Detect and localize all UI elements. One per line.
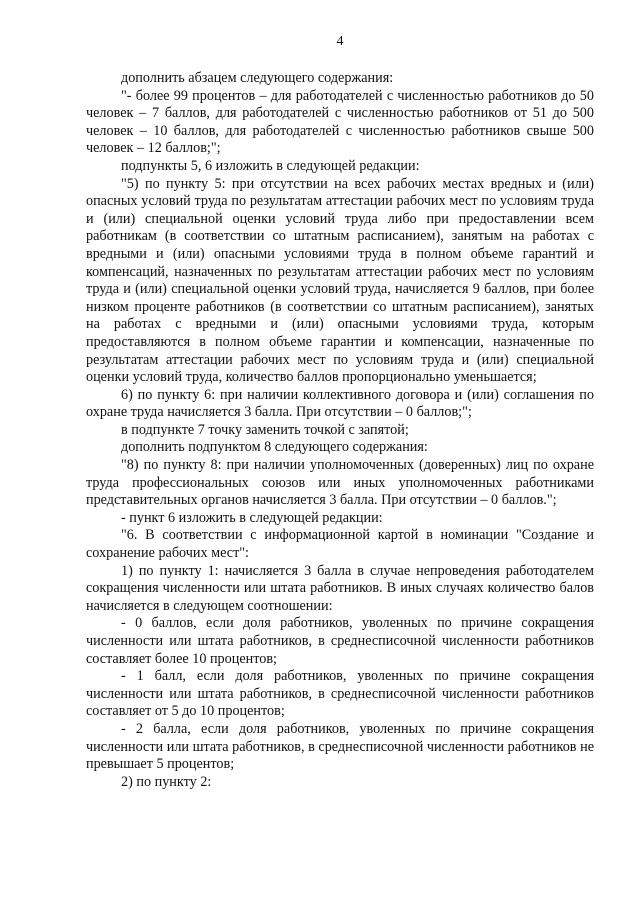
- document-body: [86, 70, 594, 791]
- page-number: 4: [336, 34, 344, 49]
- paragraph: в подпункте 7 точку заменить точкой с запятой;: [121, 421, 409, 438]
- paragraph: "5) по пункту 5: при отсутствии на всех рабочих местах вредных и (или) опасных условий труда по результатам аттестации рабочих мест по условиям труда и (или) специальной оценки условий труда либо при предоставлении всем работникам (в соответствии со штатным расписанием), занятым на работах с вредными и (или) опасными условиями труда в полном объеме гарантий и компенсаций, назначенных по результатам аттестации рабочих мест по условиям труда и (или) специальной оценки условий труда, начисляется 9 баллов, при более низком проценте работников (в соответствии со штатным расписанием), занятых на работах с вредными и (или) опасными условиями труда, которым предоставляются в полном объеме гарантии и компенсации, назначенные по результатам аттестации рабочих мест по условиям труда и (или) специальной оценки условий труда, количество баллов пропорционально уменьшается;: [86, 175, 594, 386]
- paragraph: - 2 балла, если доля работников, уволенных по причине сокращения численности или штата работников, в среднесписочной численности работников не превышает 5 процентов;: [86, 720, 594, 773]
- paragraph: "8) по пункту 8: при наличии уполномоченных (доверенных) лиц по охране труда профессиональных союзов или иных уполномоченных работниками представительных органов начисляется 3 балла. При отсутствии – 0 баллов.";: [86, 457, 594, 509]
- paragraph: дополнить абзацем следующего содержания:: [121, 70, 394, 86]
- paragraph: "- более 99 процентов – для работодателей с численностью работников до 50 человек – 7 баллов, для работодателей с численностью работников от 51 до 500 человек – 10 баллов, для работодателей с численностью работников свыше 500 человек – 12 баллов;";: [86, 87, 594, 157]
- paragraph: - 0 баллов, если доля работников, уволенных по причине сокращения численности или штата работников, в среднесписочной численности работников составляет более 10 процентов;: [86, 615, 594, 667]
- paragraph: 6) по пункту 6: при наличии коллективного договора и (или) соглашения по охране труда начисляется 3 балла. При отсутствии – 0 баллов;";: [86, 386, 594, 421]
- paragraph: подпункты 5, 6 изложить в следующей редакции:: [121, 157, 420, 174]
- paragraph: дополнить подпунктом 8 следующего содержания:: [121, 439, 428, 456]
- paragraph: - 1 балл, если доля работников, уволенных по причине сокращения численности или штата работников, в среднесписочной численности работников составляет от 5 до 10 процентов;: [86, 668, 594, 720]
- paragraph: 2) по пункту 2:: [121, 773, 212, 790]
- paragraph: - пункт 6 изложить в следующей редакции:: [121, 509, 383, 526]
- paragraph: "6. В соответствии с информационной картой в номинации "Создание и сохранение рабочих мест":: [86, 527, 594, 562]
- paragraph: 1) по пункту 1: начисляется 3 балла в случае непроведения работодателем сокращения численности или штата работников. В иных случаях количество балов начисляется в следующем соотношении:: [86, 562, 594, 614]
